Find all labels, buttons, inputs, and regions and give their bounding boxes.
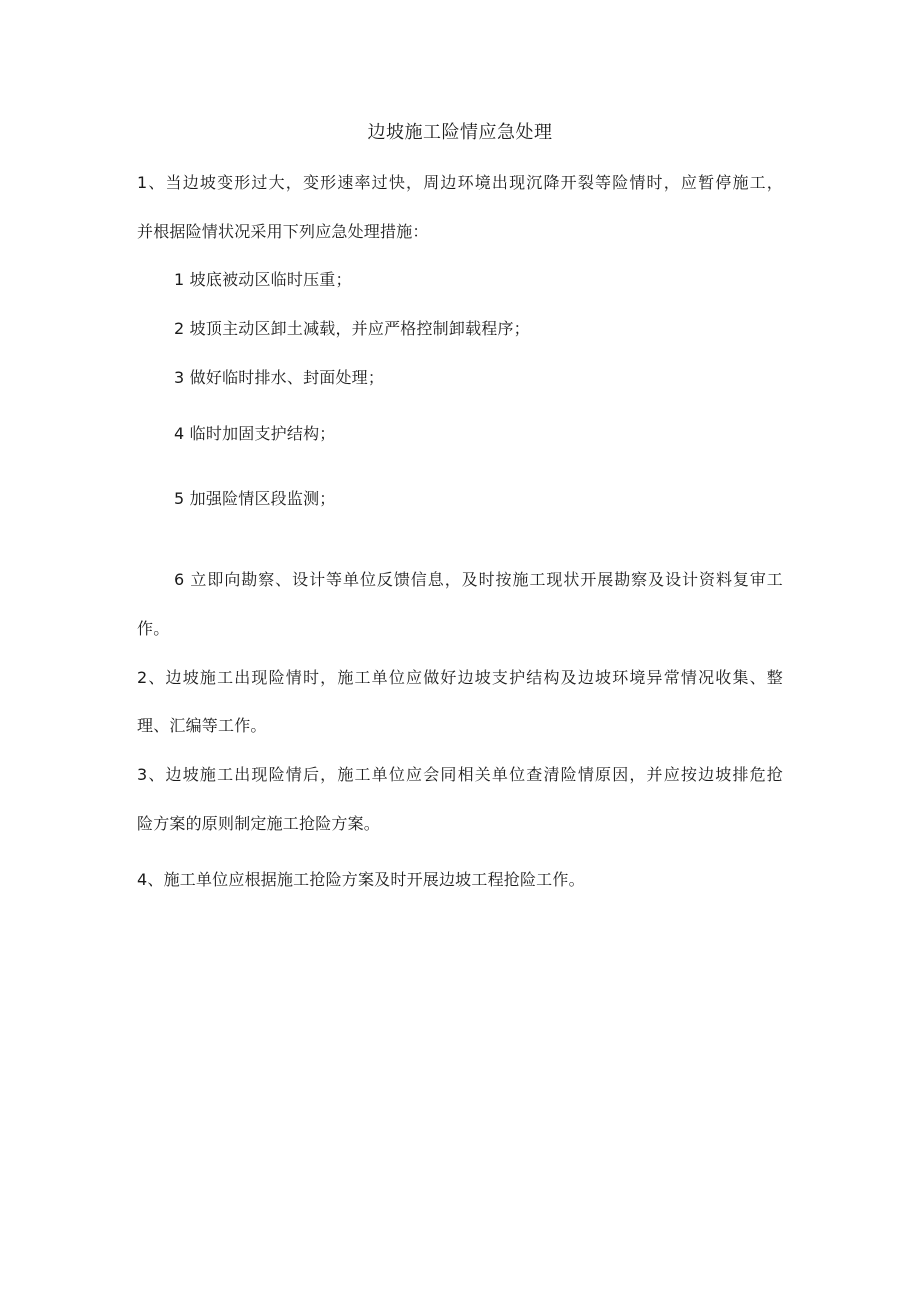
measure-item-1: 1 坡底被动区临时压重； [174, 270, 352, 289]
measure-item-4: 4 临时加固支护结构； [174, 424, 336, 443]
measure-item-6-line1: 6 立即向勘察、设计等单位反馈信息，及时按施工现状开展勘察及设计资料复审工 [174, 570, 783, 589]
measure-item-5: 5 加强险情区段监测； [174, 489, 336, 508]
para3-line2: 险方案的原则制定施工抢险方案。 [137, 814, 381, 833]
para3-line1: 3、边坡施工出现险情后，施工单位应会同相关单位查清险情原因，并应按边坡排危抢 [137, 765, 783, 784]
para2-line1: 2、边坡施工出现险情时，施工单位应做好边坡支护结构及边坡环境异常情况收集、整 [137, 668, 783, 687]
measure-item-3: 3 做好临时排水、封面处理； [174, 368, 385, 387]
measure-item-2: 2 坡顶主动区卸土减载，并应严格控制卸载程序； [174, 319, 530, 338]
para1-line1: 1、当边坡变形过大，变形速率过快，周边环境出现沉降开裂等险情时，应暂停施工， [137, 173, 783, 192]
para2-line2: 理、汇编等工作。 [137, 716, 267, 735]
document-title: 边坡施工险情应急处理 [367, 122, 553, 143]
para4-line1: 4、施工单位应根据施工抢险方案及时开展边坡工程抢险工作。 [137, 870, 585, 889]
para1-line2: 并根据险情状况采用下列应急处理措施： [137, 222, 429, 241]
measure-item-6-line2: 作。 [137, 619, 170, 638]
